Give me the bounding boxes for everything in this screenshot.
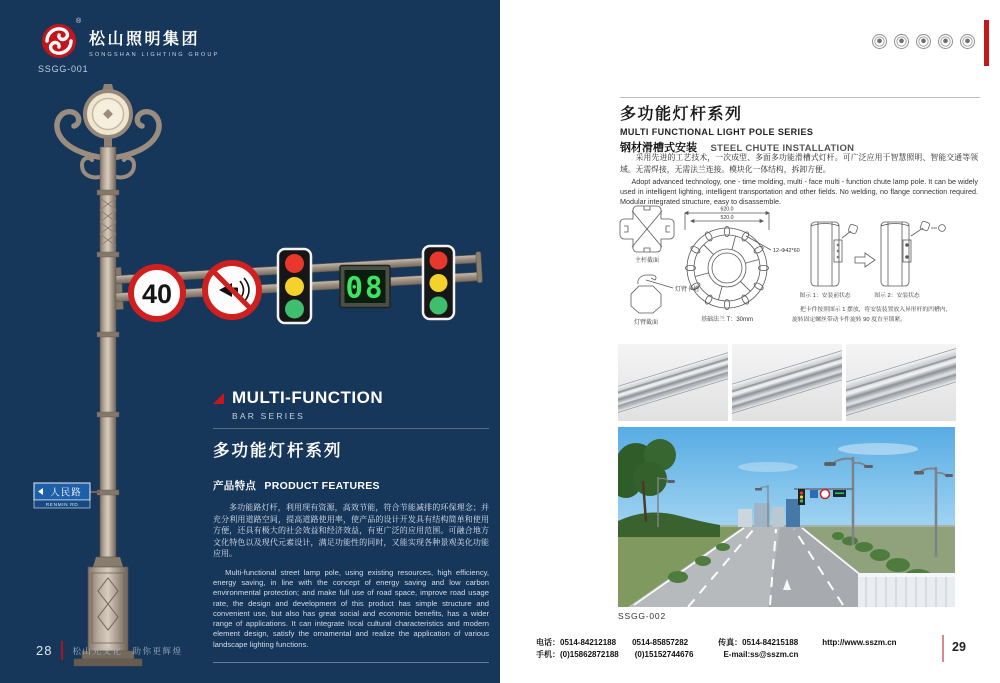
website-url: http://www.sszm.cn [822, 638, 897, 647]
mobile-number-2: (0)15152744676 [634, 650, 694, 660]
street-name-en: RENMIN RD [45, 503, 79, 508]
pole-structure [57, 84, 159, 666]
certification-mark-icon [916, 34, 931, 49]
right-page-header [620, 101, 813, 137]
contact-line-1 [536, 637, 897, 649]
registered-mark: ® [76, 18, 82, 25]
street-name-sign [34, 483, 100, 508]
traffic-light [278, 249, 311, 323]
contact-block [536, 637, 897, 662]
mobile-label: 手机： [536, 650, 560, 660]
mobile-number-1: (0)15862872188 [560, 650, 619, 660]
section-body-en: Adopt advanced technology, one - time molding, multi - face multi - function chute lamp pole. It can be widely used in intelligent lighting, intelligent transportation and other fields. No welding, no flange connection required. Modular integrated structure, easy to disassemble. [620, 177, 978, 207]
divider [213, 662, 489, 663]
profile-photo [846, 344, 956, 421]
page-title-cn: 多功能灯杆系列 [620, 106, 743, 123]
series-title-cn: 多功能灯杆系列 [213, 442, 343, 460]
installation-fig1 [811, 222, 858, 286]
fax-number: 0514-84215188 [742, 638, 799, 647]
divider [620, 97, 980, 98]
features-heading-en: PRODUCT FEATURES [264, 480, 380, 492]
features-heading-cn: 产品特点 [213, 480, 257, 492]
label-main-section: 主杆截面 [634, 258, 660, 264]
certification-badges [872, 34, 975, 49]
speed-limit-value: 40 [141, 279, 173, 309]
certification-mark-icon [938, 34, 953, 49]
arm-cross-section [631, 275, 673, 313]
speed-limit-sign [131, 267, 183, 319]
fig2-label: 图示 2：安装状态 [874, 293, 920, 299]
page-number-right: 29 [952, 640, 966, 654]
fig1-label: 图示 1：安装前状态 [799, 293, 851, 299]
section-body-cn: 采用先进的工艺技术，一次成型、多面多功能滑槽式灯杆。可广泛应用于智慧照明、智能交通等领域。无需焊接，无需法兰连接。模块化一体结构，拆卸方便。 [620, 153, 978, 174]
company-name-cn: 松山照明集团 [89, 31, 201, 48]
features-body-en: Multi-functional street lamp pole, using existing resources, high efficiency, energy saving, in line with the concept of energy saving and low carbon environmental protection; and make full use of road space, improve road usage rate, the design and development of this product has simple structure and convenient use, but also has great social and economic benefits, has a wider range of applications. It can integrate local cultural characteristics and modern element design, satisfy the ornamental and realize the application of various landscape lighting functions. [213, 567, 489, 649]
features-heading [213, 478, 489, 493]
install-arrow [855, 253, 875, 267]
contact-line-2 [536, 649, 897, 661]
series-subtitle-en: BAR SERIES [232, 411, 306, 421]
fax-label: 传真： [718, 638, 743, 647]
series-title-en: MULTI-FUNCTION [232, 388, 384, 407]
red-tick-icon [61, 641, 63, 660]
countdown-display [340, 266, 390, 308]
section-heading-en: STEEL CHUTE INSTALLATION [710, 143, 855, 154]
red-corner-bar [984, 20, 989, 66]
model-code-left: SSGG-001 [38, 64, 89, 74]
page-number-left: 28 [36, 643, 53, 658]
label-arm-slot: 灯臂卡槽 [675, 287, 700, 293]
slogan: 松山光文化 助你更辉煌 [72, 645, 183, 656]
flange-drawing [685, 212, 771, 310]
technical-drawing [615, 200, 1000, 340]
right-page-footer [942, 635, 966, 662]
tel-number-1: 0514-84212188 [560, 638, 617, 647]
street-name-cn: 人民路 [50, 487, 82, 499]
no-horn-sign [205, 263, 259, 317]
model-code-right: SSGG-002 [618, 611, 666, 621]
main-pole-cross-section [620, 206, 674, 252]
profile-photos [618, 344, 956, 421]
red-tick-icon [942, 635, 944, 662]
divider [213, 428, 489, 429]
section-heading-cn: 钢材滑槽式安装 [620, 142, 697, 154]
label-flange: 基础法兰 T：30mm [700, 317, 754, 323]
dim-outer: 620.0 [720, 206, 734, 213]
certification-mark-icon [960, 34, 975, 49]
installation-fig2 [881, 221, 945, 286]
red-triangle-icon [213, 393, 224, 404]
features-body-cn: 多功能路灯杆，利用现有资源，高效节能，符合节能减排的环保理念；并充分利用道路空间，提高道路使用率，使产品的设计开发具有结构简单和使用方便，还具有极大的社会效益和经济效益，有更广泛的应用范围。可融合地方文化特色以及现代元素设计，满足功能性的同时，又能实现各种景观美化功能应用。 [213, 503, 489, 559]
certification-mark-icon [872, 34, 887, 49]
email-address: E-mail:ss@sszm.cn [723, 650, 799, 660]
street-photo [618, 427, 955, 607]
profile-photo [732, 344, 842, 421]
series-block [213, 388, 489, 671]
traffic-light [423, 246, 454, 319]
certification-mark-icon [894, 34, 909, 49]
dim-inner: 520.0 [720, 215, 734, 221]
tel-label: 电话： [536, 638, 560, 647]
profile-photo [618, 344, 728, 421]
label-arm-section: 灯臂截面 [633, 320, 659, 326]
left-page-footer [36, 641, 182, 660]
dim-holes: 12-Φ42*60 [773, 248, 800, 254]
install-note-line1: 把卡件按照图示 1 摆放，将安装装置放入异形杆的凹槽内， [800, 307, 952, 313]
page-title-en: MULTI FUNCTIONAL LIGHT POLE SERIES [620, 127, 814, 137]
company-name-en: SONGSHAN LIGHTING GROUP [89, 52, 220, 58]
install-note-line2: 旋转固定螺丝带动卡件旋转 90 度直至锁紧。 [792, 317, 907, 323]
tel-number-2: 0514-85857282 [632, 638, 689, 647]
countdown-value: 08 [345, 270, 385, 305]
